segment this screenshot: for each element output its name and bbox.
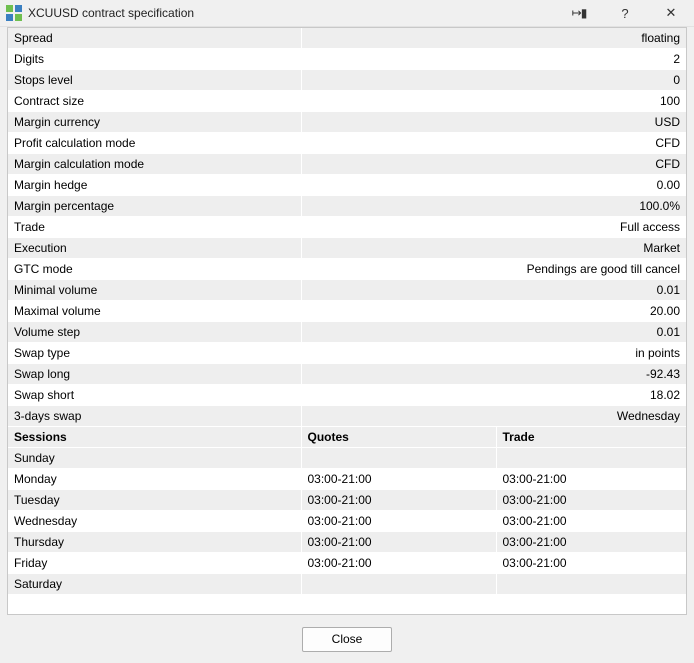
- session-trade: 03:00-21:00: [496, 532, 686, 553]
- table-row[interactable]: [8, 70, 686, 91]
- session-day: Sunday: [8, 448, 301, 469]
- table-row[interactable]: [8, 154, 686, 175]
- session-day: Wednesday: [8, 511, 301, 532]
- table-row[interactable]: [8, 532, 686, 553]
- session-day: Thursday: [8, 532, 301, 553]
- property-name: Swap long: [8, 364, 301, 385]
- table-row[interactable]: [8, 175, 686, 196]
- spec-table: [8, 28, 686, 595]
- property-name: Digits: [8, 49, 301, 70]
- table-row[interactable]: [8, 112, 686, 133]
- table-row[interactable]: [8, 238, 686, 259]
- property-value: 0.01: [301, 280, 686, 301]
- property-name: Minimal volume: [8, 280, 301, 301]
- property-value: USD: [301, 112, 686, 133]
- property-value: Full access: [301, 217, 686, 238]
- session-trade: [496, 574, 686, 595]
- property-value: 0.00: [301, 175, 686, 196]
- table-row[interactable]: [8, 91, 686, 112]
- close-glyph: ✕: [665, 5, 677, 20]
- session-trade: 03:00-21:00: [496, 553, 686, 574]
- sessions-quotes-header: Quotes: [301, 427, 496, 448]
- property-value: 18.02: [301, 385, 686, 406]
- sessions-trade-header: Trade: [496, 427, 686, 448]
- session-trade: 03:00-21:00: [496, 469, 686, 490]
- property-value: Market: [301, 238, 686, 259]
- property-value: in points: [301, 343, 686, 364]
- session-quotes: 03:00-21:00: [301, 469, 496, 490]
- property-name: Margin calculation mode: [8, 154, 301, 175]
- help-glyph: ?: [621, 5, 629, 21]
- property-value: 0.01: [301, 322, 686, 343]
- property-name: GTC mode: [8, 259, 301, 280]
- property-value: CFD: [301, 133, 686, 154]
- metatrader-icon: [6, 5, 22, 21]
- table-row[interactable]: [8, 364, 686, 385]
- property-value: -92.43: [301, 364, 686, 385]
- session-quotes: 03:00-21:00: [301, 490, 496, 511]
- table-row[interactable]: [8, 385, 686, 406]
- property-name: Margin percentage: [8, 196, 301, 217]
- property-name: Spread: [8, 28, 301, 49]
- table-row[interactable]: [8, 469, 686, 490]
- property-value: Wednesday: [301, 406, 686, 427]
- table-row[interactable]: [8, 259, 686, 280]
- table-row[interactable]: [8, 217, 686, 238]
- property-value: floating: [301, 28, 686, 49]
- table-row[interactable]: [8, 280, 686, 301]
- help-icon[interactable]: [602, 1, 648, 26]
- close-icon[interactable]: [648, 1, 694, 26]
- property-value: 100: [301, 91, 686, 112]
- dialog-footer: [0, 615, 694, 663]
- table-row[interactable]: [8, 49, 686, 70]
- table-row[interactable]: [8, 196, 686, 217]
- table-row[interactable]: [8, 343, 686, 364]
- session-trade: 03:00-21:00: [496, 511, 686, 532]
- table-row[interactable]: [8, 301, 686, 322]
- table-row[interactable]: [8, 553, 686, 574]
- session-day: Tuesday: [8, 490, 301, 511]
- session-quotes: 03:00-21:00: [301, 532, 496, 553]
- property-name: 3-days swap: [8, 406, 301, 427]
- session-day: Saturday: [8, 574, 301, 595]
- property-name: Contract size: [8, 91, 301, 112]
- session-day: Monday: [8, 469, 301, 490]
- contract-specification-table[interactable]: [7, 27, 687, 615]
- property-value: Pendings are good till cancel: [301, 259, 686, 280]
- pin-icon[interactable]: [556, 1, 602, 26]
- property-value: 20.00: [301, 301, 686, 322]
- close-button[interactable]: Close: [302, 627, 392, 652]
- session-quotes: [301, 448, 496, 469]
- table-row[interactable]: [8, 322, 686, 343]
- property-value: 100.0%: [301, 196, 686, 217]
- sessions-header-row: [8, 427, 686, 448]
- table-row[interactable]: [8, 406, 686, 427]
- property-name: Swap short: [8, 385, 301, 406]
- property-value: 2: [301, 49, 686, 70]
- property-name: Profit calculation mode: [8, 133, 301, 154]
- session-quotes: 03:00-21:00: [301, 553, 496, 574]
- session-trade: 03:00-21:00: [496, 490, 686, 511]
- sessions-header-label: Sessions: [8, 427, 301, 448]
- property-value: 0: [301, 70, 686, 91]
- property-name: Margin hedge: [8, 175, 301, 196]
- pin-glyph: ↦▮: [571, 6, 587, 20]
- property-name: Volume step: [8, 322, 301, 343]
- property-name: Maximal volume: [8, 301, 301, 322]
- property-name: Swap type: [8, 343, 301, 364]
- table-row[interactable]: [8, 28, 686, 49]
- property-name: Stops level: [8, 70, 301, 91]
- property-name: Margin currency: [8, 112, 301, 133]
- table-row[interactable]: [8, 448, 686, 469]
- session-day: Friday: [8, 553, 301, 574]
- session-quotes: 03:00-21:00: [301, 511, 496, 532]
- table-row[interactable]: [8, 511, 686, 532]
- session-quotes: [301, 574, 496, 595]
- title-bar: [0, 0, 694, 27]
- window-title: XCUUSD contract specification: [28, 6, 195, 20]
- session-trade: [496, 448, 686, 469]
- property-name: Execution: [8, 238, 301, 259]
- table-row[interactable]: [8, 490, 686, 511]
- table-row[interactable]: [8, 133, 686, 154]
- property-value: CFD: [301, 154, 686, 175]
- table-row[interactable]: [8, 574, 686, 595]
- property-name: Trade: [8, 217, 301, 238]
